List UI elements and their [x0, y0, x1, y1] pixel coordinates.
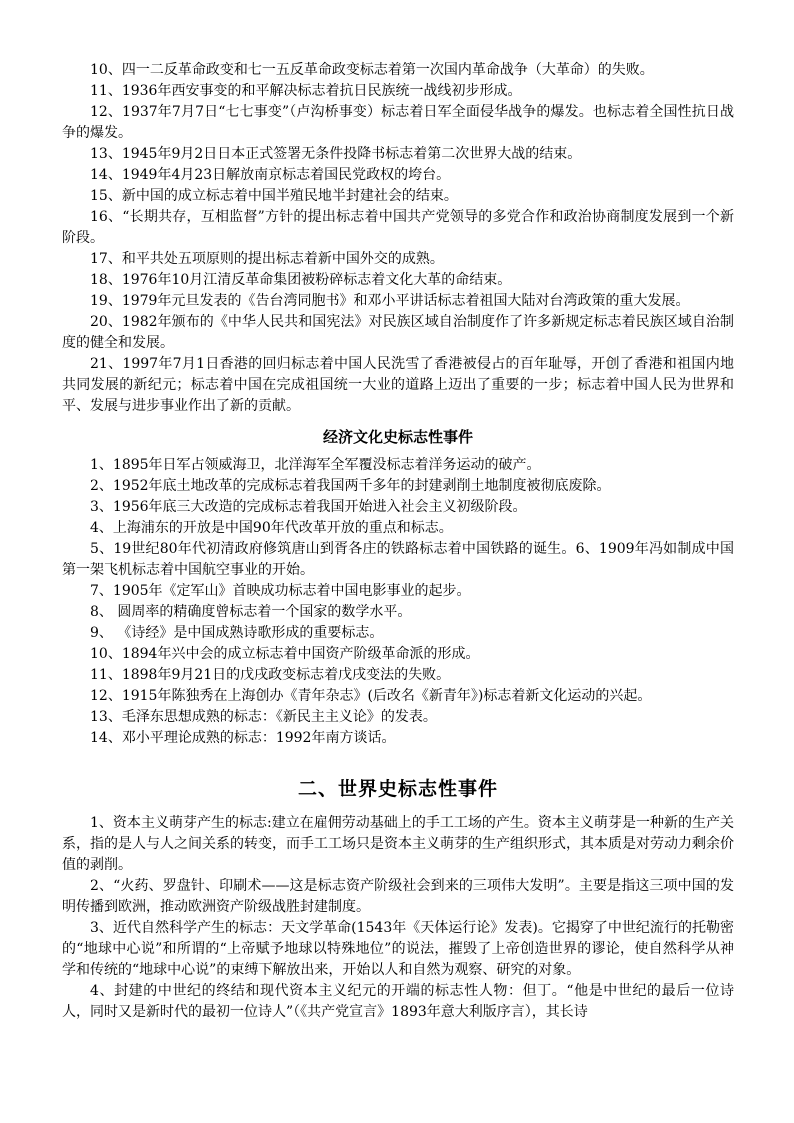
list-item: 17、和平共处五项原则的提出标志着新中国外交的成熟。	[90, 251, 444, 267]
document-page	[62, 60, 734, 1023]
list-item: 11、1898年9月21日的戊戌政变标志着戊戌变法的失败。	[90, 667, 451, 683]
list-item: 8、 圆周率的精确度曾标志着一个国家的数学水平。	[90, 604, 412, 620]
list-item: 5、19世纪80年代初清政府修筑唐山到胥各庄的铁路标志着中国铁路的诞生。6、1909年冯如制成中国第一架飞机标志着中国航空事业的开始。	[62, 541, 734, 578]
list-item: 3、1956年底三大改造的完成标志着我国开始进入社会主义初级阶段。	[90, 499, 527, 515]
list-item: 1、1895年日军占领威海卫，北洋海军全军覆没标志着洋务运动的破产。	[90, 457, 541, 473]
economy-culture-events-list	[62, 455, 734, 749]
list-item: 10、1894年兴中会的成立标志着中国资产阶级革命派的形成。	[90, 646, 480, 662]
section-heading-world-history: 二、世界史标志性事件	[297, 778, 498, 800]
list-item: 19、1979年元旦发表的《告台湾同胞书》和邓小平讲话标志着祖国大陆对台湾政策的重大发展。	[90, 293, 690, 309]
list-item: 18、1976年10月江清反革命集团被粉碎标志着文化大革的命结束。	[90, 272, 512, 288]
list-item: 12、1915年陈独秀在上海创办《青年杂志》(后改名《新青年》)标志着新文化运动的兴起。	[90, 688, 652, 704]
section-heading-economy-culture: 经济文化史标志性事件	[322, 428, 473, 446]
world-history-events-list	[62, 813, 734, 1023]
list-item: 20、1982年颁布的《中华人民共和国宪法》对民族区域自治制度作了许多新规定标志着民族区域自治制度的健全和发展。	[62, 314, 734, 351]
list-item: 9、 《诗经》是中国成熟诗歌形成的重要标志。	[90, 625, 384, 641]
list-item: 15、新中国的成立标志着中国半殖民地半封建社会的结束。	[90, 188, 458, 204]
list-item: 3、近代自然科学产生的标志：天文学革命(1543年《天体运行论》发表)。它揭穿了中世纪流行的托勒密的“地球中心说”和所谓的“上帝赋予地球以特殊地位”的说法，摧毁了上帝创造世界的谬论，使自然科学从神学和传统的“地球中心说”的束缚下解放出来，开始以人和自然为观察、研究的对象。	[62, 920, 734, 978]
list-item: 12、1937年7月7日“七七事变”（卢沟桥事变）标志着日军全面侵华战争的爆发。也标志着全国性抗日战争的爆发。	[62, 104, 734, 141]
list-item: 11、1936年西安事变的和平解决标志着抗日民族统一战线初步形成。	[90, 83, 522, 99]
list-item: 2、1952年底土地改革的完成标志着我国两千多年的封建剥削土地制度被彻底废除。	[90, 478, 611, 494]
list-item: 14、邓小平理论成熟的标志：1992年南方谈话。	[90, 730, 396, 746]
list-item: 13、1945年9月2日日本正式签署无条件投降书标志着第二次世界大战的结束。	[90, 146, 582, 162]
list-item: 10、四一二反革命政变和七一五反革命政变标志着第一次国内革命战争（大革命）的失败。	[90, 62, 654, 78]
list-item: 13、毛泽东思想成熟的标志：《新民主主义论》的发表。	[90, 709, 437, 725]
list-item: 16、“长期共存，互相监督”方针的提出标志着中国共产党领导的多党合作和政治协商制度发展到一个新阶段。	[62, 209, 734, 246]
political-events-list	[62, 60, 734, 417]
list-item: 14、1949年4月23日解放南京标志着国民党政权的垮台。	[90, 167, 451, 183]
list-item: 1、资本主义萌芽产生的标志:建立在雇佣劳动基础上的手工工场的产生。资本主义萌芽是一种新的生产关系，指的是人与人之间关系的转变，而手工工场只是资本主义萌芽的生产组织形式，其本质是对劳动力剩余价值的剥削。	[62, 815, 734, 873]
list-item: 4、封建的中世纪的终结和现代资本主义纪元的开端的标志性人物：但丁。“他是中世纪的最后一位诗人，同时又是新时代的最初一位诗人”（《共产党宣言》1893年意大利版序言），其长诗	[62, 983, 734, 1020]
list-item: 4、上海浦东的开放是中国90年代改革开放的重点和标志。	[90, 520, 453, 536]
list-item: 2、“火药、罗盘针、印刷术——这是标志资产阶级社会到来的三项伟大发明”。主要是指这三项中国的发明传播到欧洲，推动欧洲资产阶级战胜封建制度。	[62, 878, 734, 915]
list-item: 7、1905年《定军山》首映成功标志着中国电影事业的起步。	[90, 583, 471, 599]
list-item: 21、1997年7月1日香港的回归标志着中国人民洗雪了香港被侵占的百年耻辱，开创了香港和祖国内地共同发展的新纪元；标志着中国在完成祖国统一大业的道路上迈出了重要的一步；标志着中国人民为世界和平、发展与进步事业作出了新的贡献。	[62, 356, 734, 414]
